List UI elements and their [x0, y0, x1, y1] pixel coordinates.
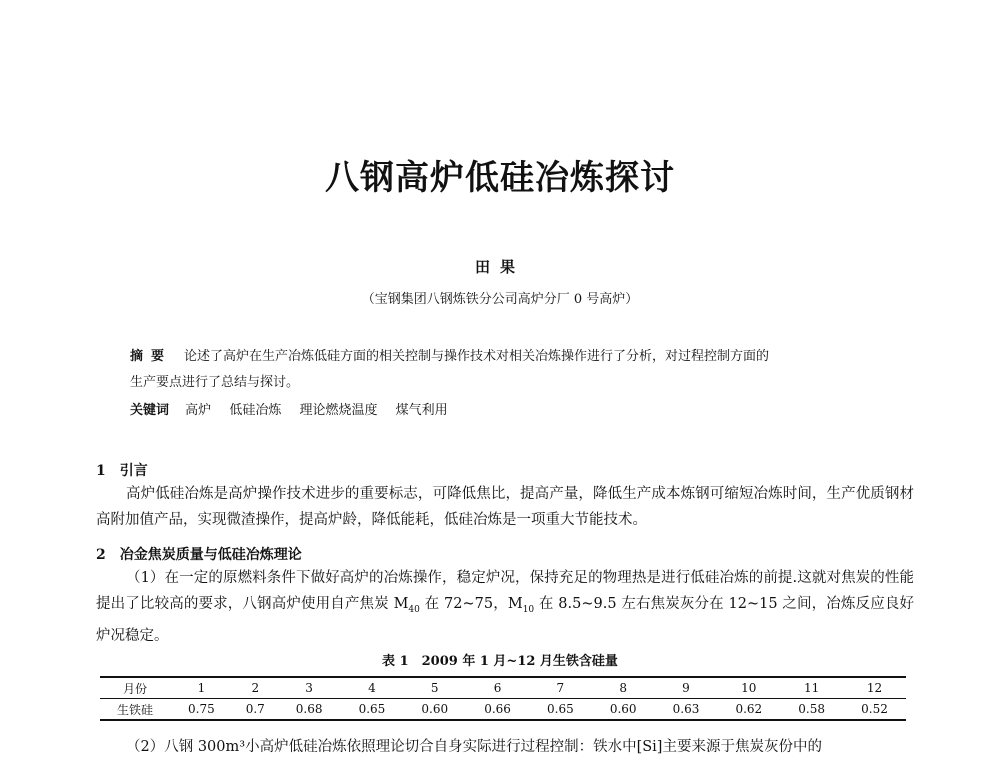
table-cell: 0.60	[403, 699, 466, 721]
section-2-paragraph-1	[96, 565, 914, 649]
author-name: 田果	[474, 258, 525, 276]
table-cell: 0.68	[278, 699, 341, 721]
table-cell: 5	[403, 677, 466, 699]
para-text: 在 72~75，M	[419, 596, 523, 612]
table-row	[100, 699, 906, 721]
table-cell: 6	[466, 677, 529, 699]
table-cell: 4	[341, 677, 404, 699]
table-cell: 2	[233, 677, 278, 699]
keyword-item: 理论燃烧温度	[299, 403, 378, 418]
keyword-item: 低硅冶炼	[229, 403, 282, 418]
para-text: （1）在一定的原燃料条件下做好高炉的冶炼操作，稳定炉况，保持充足的物理热是进行低硅冶炼的前提.这就对焦炭的性能提出了比较高的要求，八钢高炉使用自产焦炭 M	[96, 570, 914, 612]
section-1-paragraph: 高炉低硅冶炼是高炉操作技术进步的重要标志，可降低焦比，提高产量，降低生产成本炼钢可缩短冶炼时间，生产优质钢材高附加值产品，实现微渣操作，提高炉龄，降低能耗，低硅冶炼是一项重大节能技术。	[96, 486, 914, 528]
table-caption: 表 1 2009 年 1 月~12 月生铁含硅量	[382, 654, 618, 669]
subscript: 40	[408, 604, 420, 615]
affiliation: （宝钢集团八钢炼铁分公司高炉分厂 0 号高炉）	[361, 292, 639, 307]
table-cell: 0.62	[717, 699, 780, 721]
table-cell: 3	[278, 677, 341, 699]
section-heading-2	[96, 544, 302, 564]
table-cell: 0.66	[466, 699, 529, 721]
table-cell: 0.60	[592, 699, 655, 721]
abstract-text-line1: 论述了高炉在生产冶炼低硅方面的相关控制与操作技术对相关冶炼操作进行了分析，对过程控制方面的	[184, 349, 770, 364]
table-cell: 0.58	[780, 699, 843, 721]
abstract	[130, 344, 890, 396]
silicon-content-table	[100, 676, 906, 721]
paper-title: 八钢高炉低硅冶炼探讨	[325, 158, 675, 198]
table-cell: 11	[780, 677, 843, 699]
table-cell: 10	[717, 677, 780, 699]
table-cell: 0.52	[843, 699, 906, 721]
keywords	[130, 398, 890, 424]
section-title: 冶金焦炭质量与低硅冶炼理论	[119, 547, 302, 563]
table-cell: 0.63	[655, 699, 718, 721]
section-2-paragraph-2: （2）八钢 300m³小高炉低硅冶炼依照理论切合自身实际进行过程控制：铁水中[Si]主要来源于焦炭灰份中的	[126, 739, 822, 755]
table-header-label: 月份	[100, 677, 170, 699]
section-number: 1	[96, 463, 106, 479]
table-cell: 9	[655, 677, 718, 699]
abstract-label: 摘要	[130, 349, 173, 364]
table-cell: 7	[529, 677, 592, 699]
table-row-label: 生铁硅	[100, 699, 170, 721]
keywords-label: 关键词	[130, 403, 170, 418]
table-cell: 8	[592, 677, 655, 699]
section-number: 2	[96, 547, 106, 563]
table-header-row	[100, 677, 906, 699]
table-cell: 0.7	[233, 699, 278, 721]
table-cell: 1	[170, 677, 233, 699]
keyword-item: 煤气利用	[395, 403, 448, 418]
abstract-text-line2: 生产要点进行了总结与探讨。	[130, 375, 300, 390]
para-text: 在 8.5~9.5 左右焦炭灰分在 12~15 之间，冶炼反应良好炉况稳定。	[96, 596, 914, 644]
keyword-item: 高炉	[185, 403, 212, 418]
table-cell: 12	[843, 677, 906, 699]
table-cell: 0.65	[341, 699, 404, 721]
table-cell: 0.75	[170, 699, 233, 721]
section-title: 引言	[119, 463, 148, 479]
subscript: 10	[522, 604, 535, 615]
table-cell: 0.65	[529, 699, 592, 721]
section-heading-1	[96, 460, 148, 480]
